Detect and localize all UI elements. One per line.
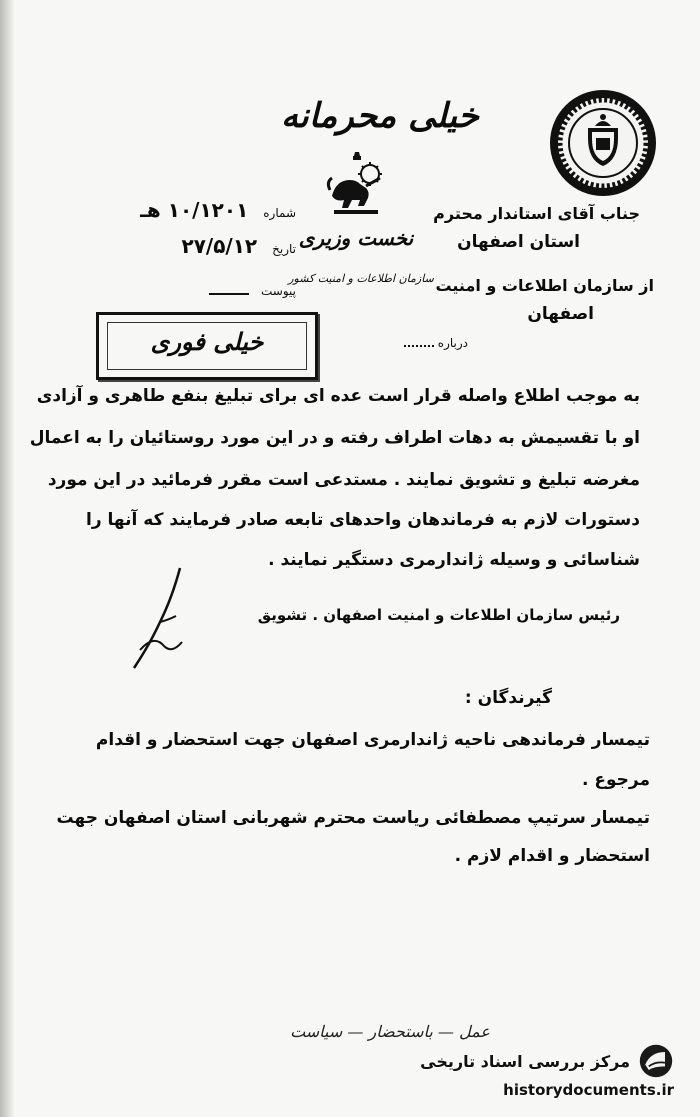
archive-logo-icon — [638, 1043, 674, 1079]
sender-line-2: اصفهان — [527, 304, 594, 324]
recipient-2-line-2: استحضار و اقدام لازم . — [454, 846, 650, 866]
number-label: شماره — [263, 206, 296, 220]
addressee-line-1: جناب آقای استاندار محترم — [433, 204, 640, 223]
recipient-2-line-1: تیمسار سرتیپ مصطفائی ریاست محترم شهربانی استان اصفهان جهت — [56, 808, 650, 828]
archive-watermark — [420, 1043, 674, 1099]
handwritten-signature — [120, 564, 200, 674]
subject-label — [388, 336, 468, 350]
classification-heading: خیلی محرمانه — [281, 96, 479, 136]
subject-label-text: درباره — [437, 336, 468, 350]
recipient-1-line-1: تیمسار فرماندهی ناحیه ژاندارمری اصفهان جهت استحضار و اقدام — [95, 730, 650, 750]
addressee-line-2: استان اصفهان — [457, 232, 580, 252]
priority-stamp — [96, 312, 318, 380]
recipient-1-line-2: مرجوع . — [582, 770, 650, 790]
signature-title: رئیس سازمان اطلاعات و امنیت اصفهان . تشویق — [257, 606, 620, 624]
body-line-5: شناسائی و وسیله ژاندارمری دستگیر نمایند . — [268, 550, 640, 570]
watermark-url: historydocuments.ir — [503, 1081, 674, 1099]
body-line-4: دستورات لازم به فرماندهان واحدهای تابعه صادر فرمایند که آنها را — [86, 510, 640, 530]
page-shadow-edge — [0, 0, 14, 1117]
date-value: ۲۷/۵/۱۲ — [181, 234, 258, 258]
handwritten-footer-note: عمل — باستحضار — سیاست — [290, 1022, 490, 1041]
number-value: ۱۰/۱۲۰۱ هـ — [140, 198, 249, 222]
body-line-3: مغرضه تبلیغ و تشویق نمایند . مستدعی است مقرر فرمائید در این مورد — [47, 470, 640, 490]
attachment-row — [96, 280, 296, 299]
priority-stamp-text: خیلی فوری — [150, 327, 264, 356]
subject-dotted-line — [404, 345, 434, 347]
watermark-center-name: مرکز بررسی اسناد تاریخی — [420, 1051, 630, 1071]
body-line-1: به موجب اطلاع واصله قرار است عده ای برای تبلیغ بنفع طاهری و آزادی — [36, 386, 640, 406]
letter-number-row — [96, 198, 296, 222]
letter-date-row — [96, 234, 296, 258]
official-seal-emblem — [548, 88, 658, 198]
organization-name: سازمان اطلاعات و امنیت کشور — [288, 272, 434, 285]
date-label: تاریخ — [272, 242, 296, 256]
ministry-name: نخست وزیری — [298, 226, 414, 250]
attachment-label: پیوست — [261, 284, 296, 298]
body-line-2: او با تقسیمش به دهات اطراف رفته و در این مورد روستائیان را به اعمال — [29, 428, 640, 448]
attachment-blank-line — [209, 293, 249, 295]
recipients-heading: گیرندگان : — [464, 688, 552, 708]
sender-line-1: از سازمان اطلاعات و امنیت — [435, 276, 654, 295]
